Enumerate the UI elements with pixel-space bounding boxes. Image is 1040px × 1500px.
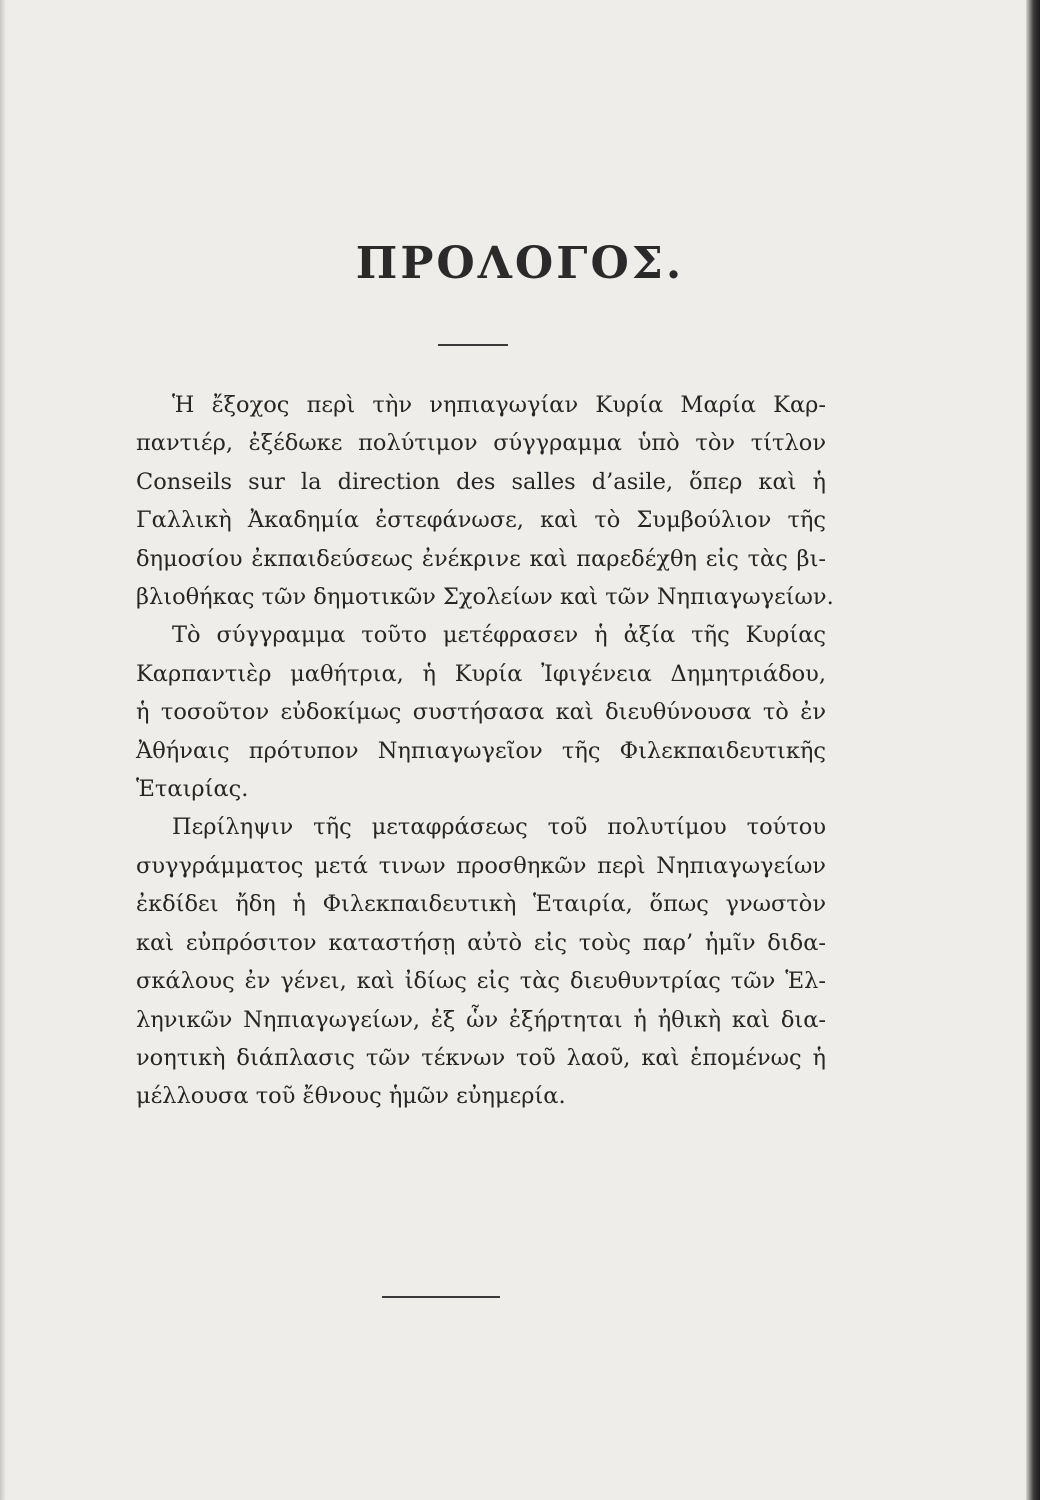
text-line: Τὸ σύγγραμμα τοῦτο μετέφρασεν ἡ ἀξία τῆς Κυρίας [172,622,826,649]
text-line: Γαλλικὴ Ἀκαδημία ἐστεφάνωσε, καὶ τὸ Συμβούλιον τῆς [136,507,826,534]
text-line: ληνικῶν Νηπιαγωγείων, ἐξ ὧν ἐξήρτηται ἡ ἠθικὴ καὶ δια- [136,1006,826,1033]
text-line: νοητικὴ διάπλασις τῶν τέκνων τοῦ λαοῦ, καὶ ἑπομένως ἡ [136,1044,826,1071]
text-line: μέλλουσα τοῦ ἔθνους ἡμῶν εὐημερία. [136,1083,566,1110]
text-line: ἐκδίδει ἤδη ἡ Φιλεκπαιδευτικὴ Ἑταιρία, ὅπως γνωστὸν [136,891,826,918]
text-line: καὶ εὐπρόσιτον καταστήσῃ αὐτὸ εἰς τοὺς παρ’ ἡμῖν διδα- [136,929,826,956]
paragraph-2 [136,616,826,808]
text-line: παντιέρ, ἐξέδωκε πολύτιμον σύγγραμμα ὑπὸ τὸν τίτλον [136,430,826,457]
page-right-edge [1026,0,1040,1500]
body-text [136,386,834,1116]
text-line: σκάλους ἐν γένει, καὶ ἰδίως εἰς τὰς διευθυντρίας τῶν Ἑλ- [136,968,826,995]
title-divider [438,344,508,346]
text-line: Περίληψιν τῆς μεταφράσεως τοῦ πολυτίμου τούτου [172,814,826,841]
text-line: Ἀθήναις πρότυπον Νηπιαγωγεῖον τῆς Φιλεκπαιδευτικῆς [136,737,826,764]
closing-divider [382,1296,500,1298]
text-line: συγγράμματος μετά τινων προσθηκῶν περὶ Νηπιαγωγείων [136,852,826,879]
paragraph-1 [136,386,834,616]
text-line: ἡ τοσοῦτον εὐδοκίμως συστήσασα καὶ διευθύνουσα τὸ ἐν [136,699,826,726]
text-line: Conseils sur la direction des salles d’asile, ὅπερ καὶ ἡ [136,468,826,495]
page-title: ΠΡΟΛΟΓΟΣ. [355,238,685,289]
page-left-edge [0,0,6,1500]
text-line: Ἑταιρίας. [136,776,249,803]
paragraph-3 [136,808,826,1115]
text-line: Καρπαντιὲρ μαθήτρια, ἡ Κυρία Ἰφιγένεια Δημητριάδου, [136,660,826,687]
text-line: Ἡ ἔξοχος περὶ τὴν νηπιαγωγίαν Κυρία Μαρία Καρ- [172,392,826,418]
text-line: δημοσίου ἐκπαιδεύσεως ἐνέκρινε καὶ παρεδέχθη εἰς τὰς βι- [136,545,826,572]
text-line: βλιοθήκας τῶν δημοτικῶν Σχολείων καὶ τῶν Νηπιαγωγείων. [136,584,834,611]
